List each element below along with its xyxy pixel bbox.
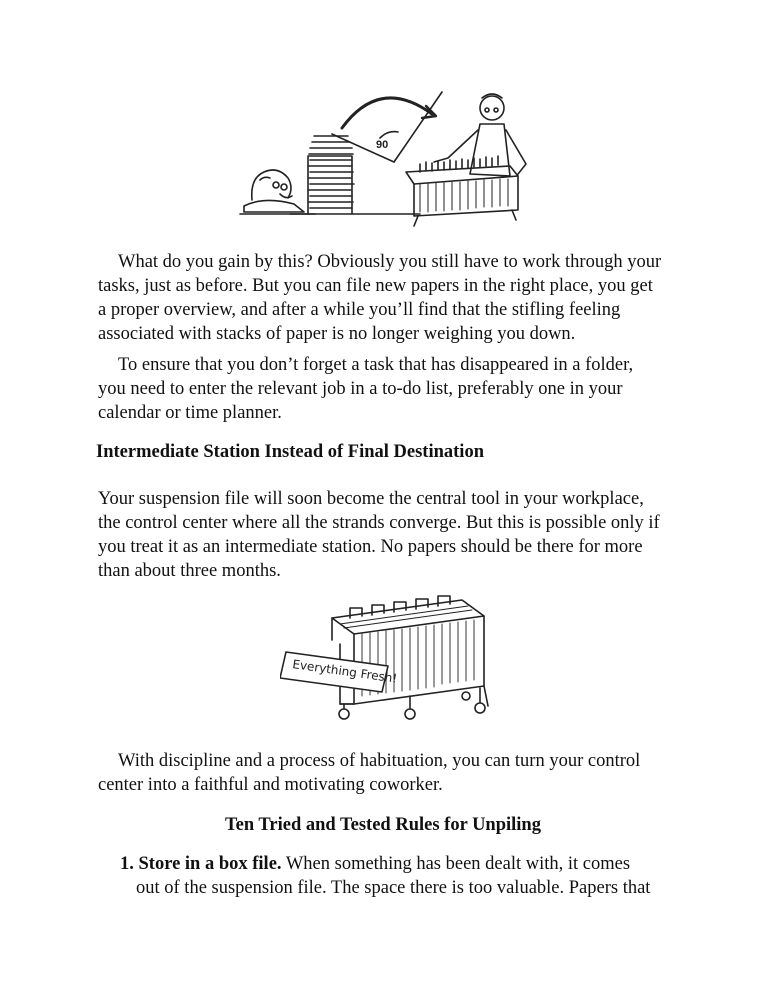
text-line: a proper overview, and after a while you’ll find that the stifling feeling <box>98 300 621 320</box>
text-line: tasks, just as before. But you can file new papers in the right place, you get <box>98 276 653 296</box>
text-line: than about three months. <box>98 561 281 581</box>
paragraph-gain <box>98 250 678 346</box>
illustration-filing-cartoon <box>230 88 540 230</box>
text-line: you need to enter the relevant job in a to-do list, preferably one in your <box>98 379 623 399</box>
rule-number: 1. <box>120 854 134 874</box>
rule-first-line <box>120 852 680 876</box>
section-heading-ten-rules: Ten Tried and Tested Rules for Unpiling <box>225 815 541 835</box>
rule-text: When something has been dealt with, it comes <box>281 854 631 874</box>
text-line: associated with stacks of paper is no longer weighing you down. <box>98 324 576 344</box>
paragraph-discipline <box>98 749 678 797</box>
text-line: To ensure that you don’t forget a task that has disappeared in a folder, <box>118 355 634 375</box>
text-line: With discipline and a process of habituation, you can turn your control <box>118 751 641 771</box>
text-line: What do you gain by this? Obviously you still have to work through your <box>118 252 662 272</box>
rule-continuation-line: out of the suspension file. The space there is too valuable. Papers that <box>136 878 651 898</box>
paragraph-todo <box>98 353 678 425</box>
text-line: Your suspension file will soon become the central tool in your workplace, <box>98 489 644 509</box>
rule-title: Store in a box file. <box>138 854 282 874</box>
dial-label: 90 <box>376 139 389 151</box>
section-heading-intermediate-station: Intermediate Station Instead of Final Destination <box>96 442 484 462</box>
rule-item-1 <box>120 852 680 900</box>
illustration-file-trolley <box>280 588 495 728</box>
text-line: you treat it as an intermediate station. No papers should be there for more <box>98 537 643 557</box>
text-line: the control center where all the strands converge. But this is possible only if <box>98 513 660 533</box>
text-line: calendar or time planner. <box>98 403 282 423</box>
paragraph-suspension-file <box>98 487 678 583</box>
text-line: center into a faithful and motivating coworker. <box>98 775 443 795</box>
trolley-sign-label: Everything Fresh! <box>291 657 399 686</box>
